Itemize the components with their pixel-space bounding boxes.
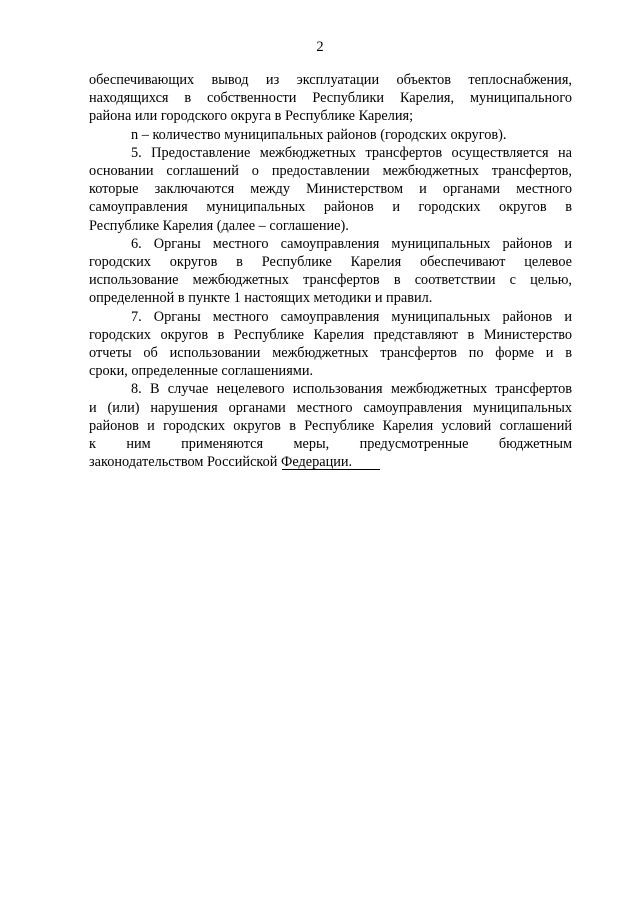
text-line: районов и городских округов в Республике Карелия условий соглашений <box>89 417 572 434</box>
text-line: 6. Органы местного самоуправления муниципальных районов и <box>131 235 572 252</box>
paragraph-5 <box>89 144 572 235</box>
text-line: 5. Предоставление межбюджетных трансфертов осуществляется на <box>131 144 572 161</box>
text-line: использование межбюджетных трансфертов в соответствии с целью, <box>89 272 572 289</box>
text-line: отчеты об использовании межбюджетных трансфертов по форме и в <box>89 345 572 362</box>
end-of-document-rule <box>282 469 380 470</box>
page-number: 2 <box>316 39 324 55</box>
paragraph-8 <box>89 380 572 471</box>
text-line: находящихся в собственности Республики Карелия, муниципального <box>89 90 572 107</box>
paragraph-7 <box>89 308 572 381</box>
text-line: и (или) нарушения органами местного самоуправления муниципальных <box>89 399 572 416</box>
text-line: сроки, определенные соглашениями. <box>89 363 314 380</box>
paragraph-6 <box>89 235 572 308</box>
text-line: основании соглашений о предоставлении межбюджетных трансфертов, <box>89 163 572 180</box>
text-line: Республике Карелия (далее – соглашение). <box>89 217 349 234</box>
text-line: самоуправления муниципальных районов и городских округов в <box>89 199 572 216</box>
text-line: n – количество муниципальных районов (городских округов). <box>131 126 507 143</box>
text-line: городских округов в Республике Карелия обеспечивают целевое <box>89 254 572 271</box>
text-line: 8. В случае нецелевого использования межбюджетных трансфертов <box>131 381 572 398</box>
text-line: 7. Органы местного самоуправления муниципальных районов и <box>131 308 572 325</box>
paragraph-n-definition <box>89 126 572 144</box>
text-line: которые заключаются между Министерством и органами местного <box>89 181 572 198</box>
text-line: законодательством Российской Федерации. <box>89 454 353 471</box>
paragraph-continuation <box>89 71 572 126</box>
text-line: городских округов в Республике Карелия представляют в Министерство <box>89 326 572 343</box>
text-line: обеспечивающих вывод из эксплуатации объектов теплоснабжения, <box>89 72 572 88</box>
text-line: к ним применяются меры, предусмотренные бюджетным <box>89 436 572 453</box>
document-body <box>89 71 572 471</box>
text-line: определенной в пункте 1 настоящих методики и правил. <box>89 290 433 307</box>
text-line: района или городского округа в Республике Карелия; <box>89 108 414 125</box>
